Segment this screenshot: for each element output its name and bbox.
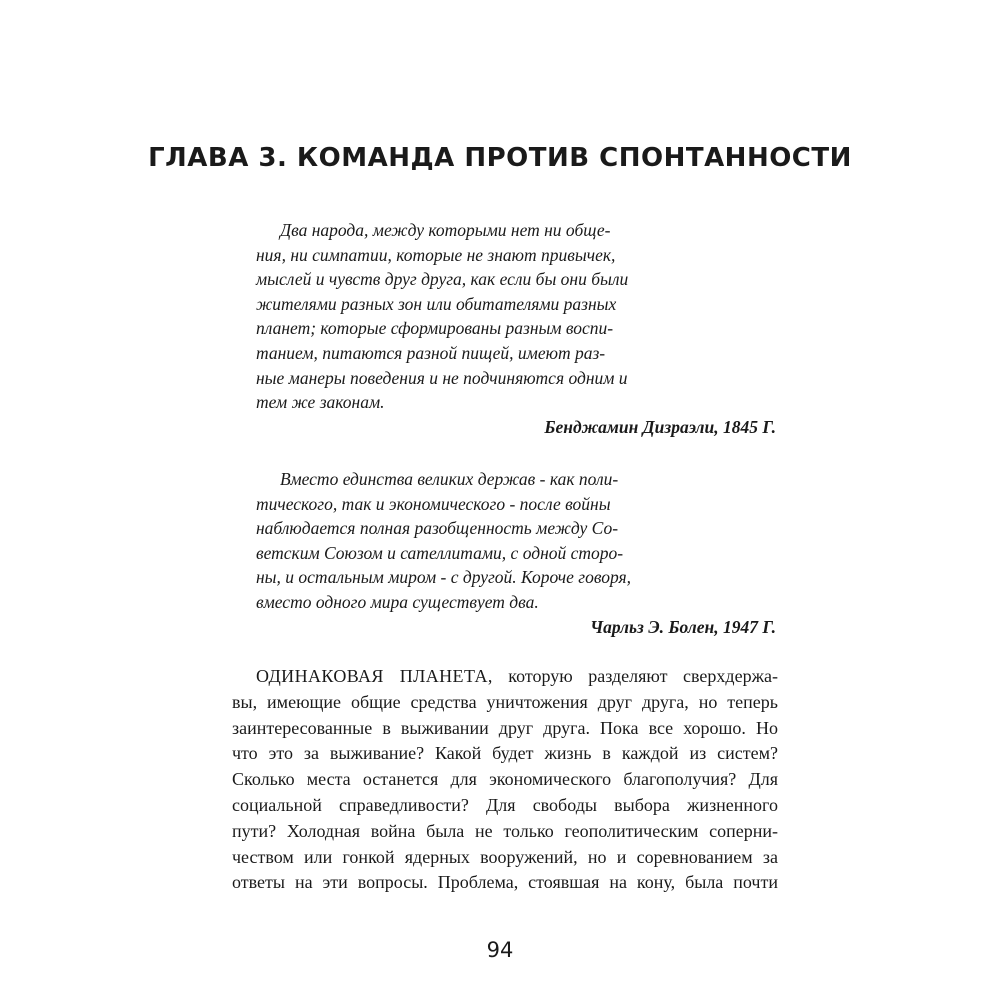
- epigraph-1: [256, 218, 776, 439]
- body-line-1: [232, 664, 778, 690]
- epigraph-1-line-6: танием, питаются разной пищей, имеют раз-: [256, 342, 606, 363]
- epigraph-2-attribution: Чарльз Э. Болен, 1947 Г.: [590, 616, 776, 637]
- body-line-9: ответы на эти вопросы. Проблема, стоявшая на кону, была почти: [232, 872, 778, 893]
- body-line-4: что это за выживание? Какой будет жизнь в каждой из систем?: [232, 743, 778, 764]
- body-paragraph: [232, 664, 778, 896]
- body-line-6: социальной справедливости? Для свободы выбора жизненного: [232, 794, 778, 815]
- body-line-2: вы, имеющие общие средства уничтожения друг друга, но теперь: [232, 691, 778, 712]
- epigraph-2: [256, 467, 776, 639]
- body-line-3: заинтересованные в выживании друг друга. Пока все хорошо. Но: [232, 717, 778, 738]
- epigraph-1-line-5: планет; которые сформированы разным воспи-: [256, 318, 614, 339]
- epigraph-1-line-3: мыслей и чувств друг друга, как если бы они были: [256, 269, 629, 290]
- page-number: 94: [486, 938, 514, 962]
- lead-caps: ОДИНАКОВАЯ ПЛАНЕТА,: [256, 666, 493, 686]
- epigraph-2-line-1: Вместо единства великих держав - как поли-: [280, 469, 619, 489]
- epigraph-2-line-2: тического, так и экономического - после войны: [256, 493, 611, 514]
- body-line-5: Сколько места останется для экономического благополучия? Для: [232, 769, 778, 790]
- epigraph-2-line-6: вместо одного мира существует два.: [256, 591, 539, 612]
- epigraph-2-line-3: наблюдается полная разобщенность между Со-: [256, 518, 619, 539]
- epigraph-1-attribution: Бенджамин Дизраэли, 1845 Г.: [544, 416, 776, 437]
- epigraph-1-line-7: ные манеры поведения и не подчиняются одним и: [256, 367, 628, 388]
- epigraph-1-line-4: жителями разных зон или обитателями разных: [256, 293, 617, 314]
- body-line-8: чеством или гонкой ядерных вооружений, но и соревнованием за: [232, 846, 778, 867]
- epigraph-1-line-2: ния, ни симпатии, которые не знают привычек,: [256, 244, 616, 265]
- chapter-title: ГЛАВА 3. КОМАНДА ПРОТИВ СПОНТАННОСТИ: [148, 143, 852, 173]
- epigraph-2-line-5: ны, и остальным миром - с другой. Короче говоря,: [256, 567, 632, 588]
- body-line-1-rest: которую разделяют сверхдержа-: [492, 666, 778, 686]
- epigraph-1-line-8: тем же законам.: [256, 392, 385, 413]
- body-line-7: пути? Холодная война была не только геополитическим соперни-: [232, 820, 778, 841]
- epigraph-1-line-1: Два народа, между которыми нет ни обще-: [280, 220, 611, 240]
- epigraph-2-line-4: ветским Союзом и сателлитами, с одной сторо-: [256, 542, 624, 563]
